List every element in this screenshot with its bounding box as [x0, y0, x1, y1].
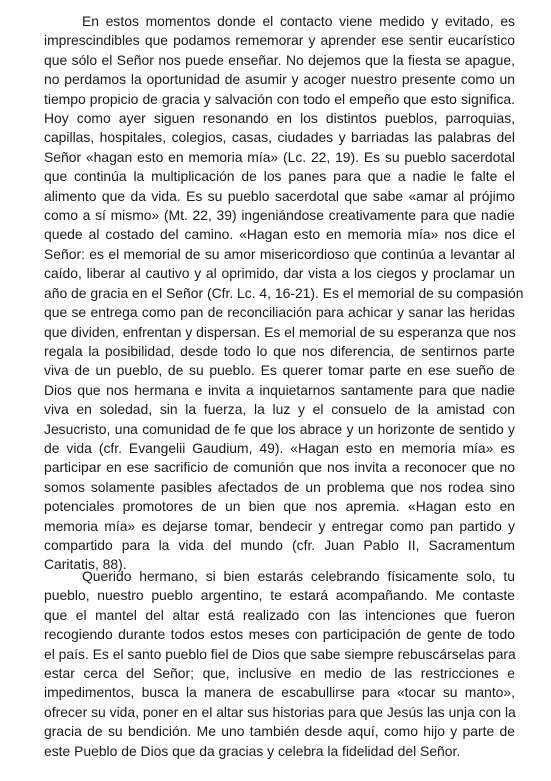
paragraph-1-line: no perdamos la oportunidad de asumir y acoger nuestro presente como un: [44, 71, 515, 88]
paragraph-2-line: que el mantel del altar está realizado con las intenciones que fueron: [44, 606, 515, 623]
paragraph-1-line: Hoy como ayer siguen resonando en los distintos pueblos, parroquias,: [44, 110, 515, 127]
paragraph-1-line: que se entrega como pan de reconciliación para achicar y sanar las heridas: [44, 304, 515, 321]
paragraph-1-line: que continúa la multiplicación de los panes para que a nadie le falte el: [44, 168, 515, 185]
paragraph-1-line: imprescindibles que podamos rememorar y aprender ese sentir eucarístico: [44, 32, 515, 49]
paragraph-2: [44, 567, 515, 761]
paragraph-2-line: Querido hermano, si bien estarás celebrando físicamente solo, tu: [82, 568, 515, 584]
paragraph-1-line: que dividen, enfrentan y dispersan. Es el memorial de su esperanza que nos: [44, 323, 516, 340]
paragraph-1-line: Caritatis, 88).: [44, 556, 127, 573]
paragraph-1-line: Dios que nos hermana e invita a inquietarnos santamente para que nadie: [44, 381, 515, 398]
paragraph-1-line: que sólo el Señor nos puede enseñar. No dejemos que la fiesta se apague,: [44, 51, 515, 68]
paragraph-1-line: Señor: es el memorial de su amor misericordioso que continúa a levantar al: [44, 245, 515, 262]
paragraph-2-line: recogiendo durante todos estos meses con participación de gente de todo: [44, 626, 515, 643]
paragraph-1-line: caído, liberar al cautivo y al oprimido, dar vista a los ciegos y proclamar un: [44, 265, 515, 282]
paragraph-1-line: compartido para la vida del mundo (cfr. Juan Pablo II, Sacramentum: [44, 536, 515, 553]
paragraph-2-line: este Pueblo de Dios que da gracias y celebra la fidelidad del Señor.: [44, 742, 461, 759]
paragraph-1-line: Señor «hagan esto en memoria mía» (Lc. 22, 19). Es su pueblo sacerdotal: [44, 148, 515, 165]
paragraph-2-line: pueblo, nuestro pueblo argentino, te estará acompañando. Me contaste: [44, 587, 515, 604]
paragraph-1-line: somos solamente pasibles afectados de un problema que nos rodea sino: [44, 478, 515, 495]
paragraph-1-line: de vida (cfr. Evangelii Gaudium, 49). «Hagan esto en memoria mía» es: [44, 439, 515, 456]
paragraph-1-line: año de gracia en el Señor (Cfr. Lc. 4, 16-21). Es el memorial de su compasión: [44, 284, 524, 301]
paragraph-1-line: Jesucristo, una comunidad de fe que los abrace y un horizonte de sentido y: [44, 420, 515, 437]
paragraph-1-line: tiempo propicio de gracia y salvación con todo el empeño que esto significa.: [44, 90, 515, 107]
paragraph-1-line: participar en ese sacrificio de comunión que nos invita a reconocer que no: [44, 459, 515, 476]
paragraph-1-line: memoria mía» es dejarse tomar, bendecir y entregar como pan partido y: [44, 517, 515, 534]
paragraph-2-line: gracia de su bendición. Me uno también desde aquí, como hijo y parte de: [44, 723, 515, 740]
paragraph-1: [44, 12, 524, 575]
paragraph-1-line: capillas, hospitales, colegios, casas, ciudades y barriadas las palabras del: [44, 129, 515, 146]
paragraph-1-line: En estos momentos donde el contacto viene medido y evitado, es: [82, 13, 515, 29]
paragraph-1-line: como a sí mismo» (Mt. 22, 39) ingeniándose creativamente para que nadie: [44, 207, 515, 224]
paragraph-2-line: impedimentos, busca la manera de escabullirse para «tocar su manto»,: [44, 684, 515, 701]
paragraph-2-line: estar cerca del Señor; que, inclusive en medio de las restricciones e: [44, 665, 515, 682]
paragraph-2-line: ofrecer su vida, poner en el altar sus historias para que Jesús las unja con la: [44, 703, 516, 720]
paragraph-1-line: regala la posibilidad, desde todo lo que nos diferencia, de sentirnos parte: [44, 342, 515, 359]
paragraph-1-line: potenciales promotores de un bien que nos apremia. «Hagan esto en: [44, 498, 515, 515]
paragraph-1-line: alimento que da vida. Es su pueblo sacerdotal que sabe «amar al prójimo: [44, 187, 515, 204]
paragraph-1-line: quede al costado del camino. «Hagan esto en memoria mía» nos dice el: [44, 226, 515, 243]
paragraph-2-line: el país. Es el santo pueblo fiel de Dios que sabe siempre rebuscárselas para: [44, 645, 516, 662]
paragraph-1-line: viva de un pueblo, de su pueblo. Es querer tomar parte en ese sueño de: [44, 362, 515, 379]
paragraph-1-line: viva en soledad, sin la fuerza, la luz y el consuelo de la amistad con: [44, 401, 515, 418]
